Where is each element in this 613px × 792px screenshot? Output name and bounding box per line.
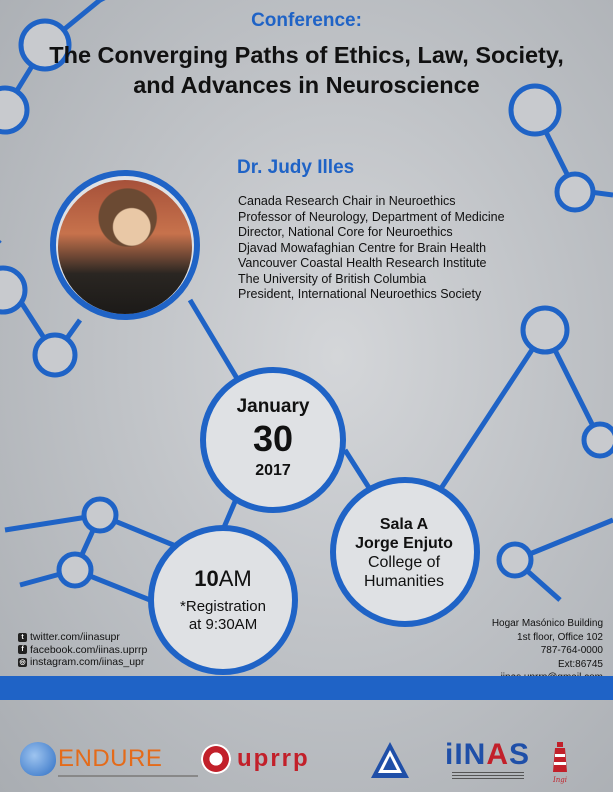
event-hour-suffix: AM [218,566,252,591]
iinas-logo-part2: A [486,738,510,771]
event-hour: 10 [194,566,219,591]
endure-logo [20,742,162,776]
lighthouse-logo-icon [547,740,573,784]
endure-logo-text: ENDURE [58,745,163,772]
contact-building: Hogar Masónico Building [491,618,603,629]
brain-head-icon [20,742,56,776]
credential-line: President, International Neuroethics Society [238,287,482,301]
iinas-logo-text [445,740,530,770]
title-line-1: The Converging Paths of Ethics, Law, Society, [49,42,564,68]
twitter-icon: t [18,633,27,642]
endure-tagline-graphic [58,775,198,777]
event-time [155,566,291,592]
speaker-photo [58,180,192,314]
social-twitter[interactable] [18,631,147,644]
uprrp-logo-text: uprrp [237,745,310,772]
iinas-tagline-graphic [452,772,524,780]
date-month: January [236,396,310,417]
venue-info [340,515,468,591]
venue-college-line1: College of [367,554,441,571]
conference-title [0,40,613,100]
social-links [18,631,147,669]
speaker-name: Dr. Judy Illes [237,157,355,178]
contact-phone: 787-764-0000 [540,645,603,656]
iinas-logo-part3: S [509,738,531,771]
uprrp-seal-icon [201,744,231,774]
contact-extension: Ext:86745 [557,658,603,670]
social-facebook-text: facebook.com/iinas.uprrp [30,643,148,656]
date-day: 30 [252,418,294,459]
social-facebook[interactable] [18,644,147,657]
contact-office: 1st floor, Office 102 [517,631,603,643]
footer-divider-bar [0,676,613,700]
credential-line: Director, National Core for Neuroethics [238,225,453,239]
registration-line-1: *Registration [180,598,266,615]
date-year: 2017 [255,462,291,479]
social-twitter-text: twitter.com/iinasupr [30,631,120,643]
credential-line: Canada Research Chair in Neuroethics [238,194,456,208]
conference-label: Conference: [251,10,362,31]
credential-line: The University of British Columbia [238,271,427,286]
speaker-credentials [238,194,505,303]
credential-line: Djavad Mowafaghian Centre for Brain Health [238,240,487,255]
venue-college-line2: Humanities [363,573,445,590]
registration-line-2: at 9:30AM [188,616,258,633]
facebook-icon: f [18,645,27,654]
instagram-icon: ◎ [19,658,26,666]
pyramid-logo-icon [369,740,411,780]
lighthouse-caption: Ingi [553,776,567,784]
venue-building: Jorge Enjuto [355,535,453,552]
iinas-logo-part1: iIN [445,738,487,771]
venue-room: Sala A [379,516,429,533]
uprrp-logo [201,744,310,774]
title-line-2: and Advances in Neuroscience [133,72,480,98]
iinas-logo [445,740,530,780]
credential-line: Vancouver Coastal Health Research Institute [238,256,487,270]
credential-line: Professor of Neurology, Department of Medicine [238,209,505,224]
social-instagram-text: instagram.com/iinas_upr [30,656,145,668]
social-instagram[interactable] [18,656,147,669]
registration-note [155,598,291,634]
